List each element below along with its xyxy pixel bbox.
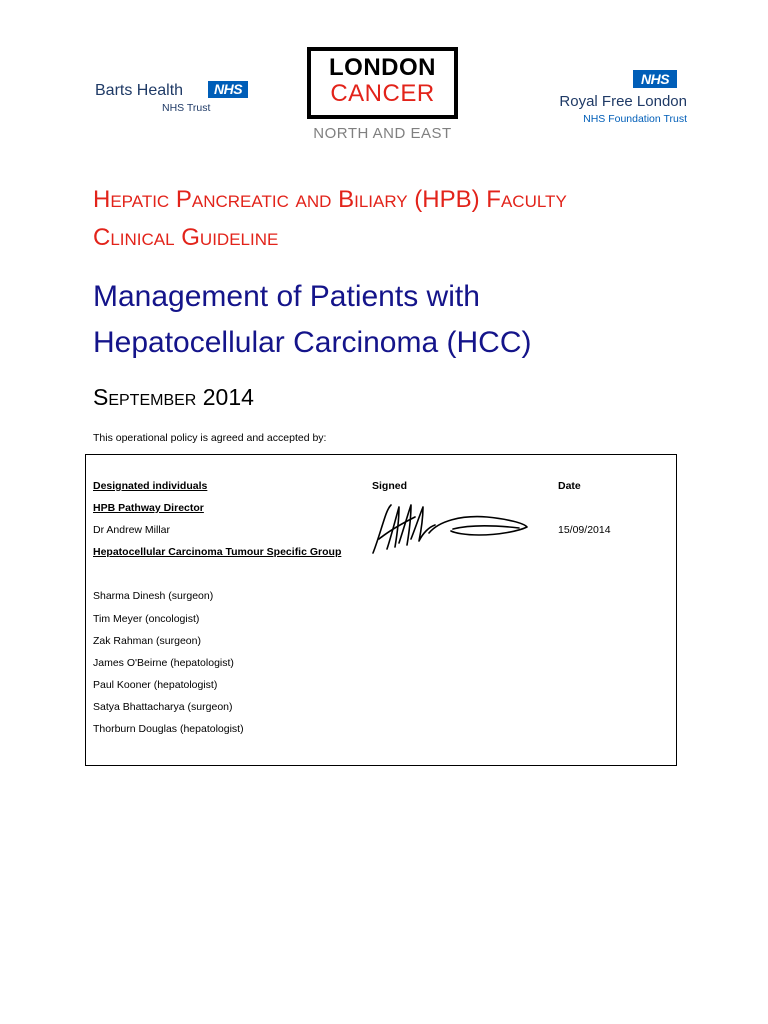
- member-item: Sharma Dinesh (surgeon): [93, 590, 214, 602]
- group-heading: Hepatocellular Carcinoma Tumour Specific Group: [93, 546, 342, 558]
- barts-nhs-badge: NHS: [208, 81, 248, 98]
- document-date: September 2014: [93, 384, 254, 410]
- director-role: HPB Pathway Director: [93, 502, 204, 514]
- london-cancer-frame: [307, 47, 458, 119]
- document-title-line-2: Hepatocellular Carcinoma (HCC): [93, 326, 532, 359]
- member-item: James O'Beirne (hepatologist): [93, 657, 234, 669]
- header-signed: Signed: [372, 480, 408, 492]
- royal-free-trust-label: NHS Foundation Trust: [583, 113, 687, 125]
- policy-note: This operational policy is agreed and accepted by:: [93, 432, 327, 444]
- member-item: Thorburn Douglas (hepatologist): [93, 723, 244, 735]
- london-cancer-logo: [307, 47, 457, 147]
- header-date: Date: [558, 480, 581, 492]
- member-item: Satya Bhattacharya (surgeon): [93, 701, 233, 713]
- member-item: Tim Meyer (oncologist): [93, 613, 200, 625]
- header-designated-individuals: Designated individuals: [93, 480, 208, 492]
- london-cancer-line2: CANCER: [330, 80, 435, 107]
- faculty-line-2: Clinical Guideline: [93, 224, 279, 251]
- royal-free-nhs-badge: NHS: [633, 70, 677, 88]
- director-sign-date: 15/09/2014: [558, 524, 611, 536]
- barts-health-logo: [95, 78, 255, 118]
- faculty-line-1: Hepatic Pancreatic and Biliary (HPB) Faculty: [93, 186, 567, 213]
- member-item: Paul Kooner (hepatologist): [93, 679, 218, 691]
- member-item: Zak Rahman (surgeon): [93, 635, 201, 647]
- document-title-line-1: Management of Patients with: [93, 280, 480, 313]
- london-cancer-line1: LONDON: [329, 54, 436, 81]
- faculty-heading: [93, 181, 693, 257]
- london-cancer-line3: NORTH AND EAST: [313, 125, 452, 142]
- signoff-box: [85, 454, 677, 766]
- document-title: [93, 274, 713, 366]
- barts-health-name: Barts Health: [95, 82, 184, 99]
- royal-free-name: Royal Free London: [559, 93, 687, 110]
- royal-free-logo: [540, 68, 690, 128]
- handwritten-signature: [369, 499, 534, 559]
- barts-trust-label: NHS Trust: [162, 102, 211, 114]
- director-name: Dr Andrew Millar: [93, 524, 171, 536]
